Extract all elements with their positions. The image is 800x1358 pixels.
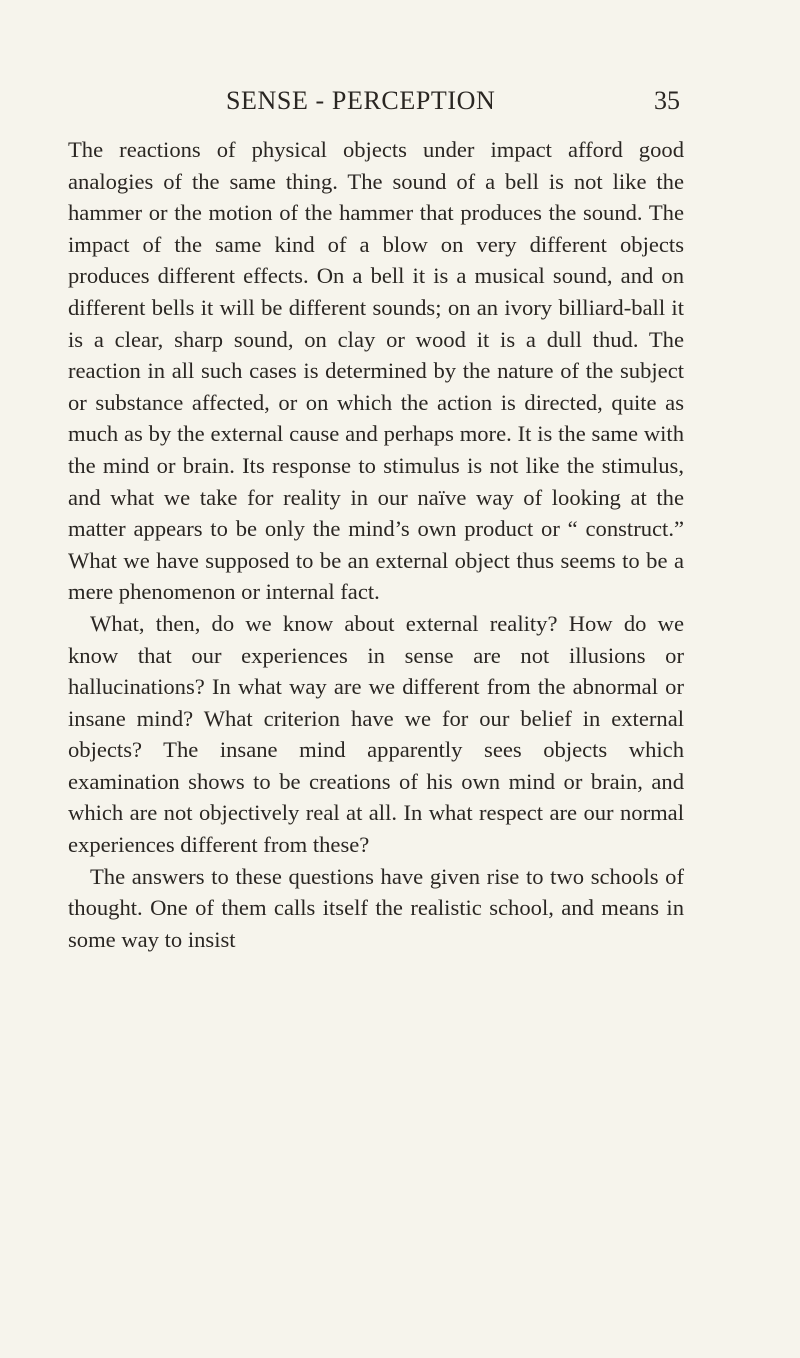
body-text: [68, 134, 684, 955]
running-head: [0, 86, 800, 120]
page-number: 35: [654, 86, 680, 115]
running-title: SENSE - PERCEPTION: [226, 86, 496, 115]
paragraph-2: What, then, do we know about external reality? How do we know that our experiences in sense are not illusions or hallucinations? In what way are we different from the abnormal or insane mind? What criterion have we for our belief in external objects? The insane mind apparently sees objects which examination shows to be creations of his own mind or brain, and which are not objectively real at all. In what respect are our normal experiences different from these?: [68, 610, 684, 858]
paragraph-1: The reactions of physical objects under impact afford good analogies of the same thing. The sound of a bell is not like the hammer or the motion of the hammer that produces the sound. The impact of the same kind of a blow on very different objects produces different effects. On a bell it is a musical sound, and on different bells it will be different sounds; on an ivory billiard-ball it is a clear, sharp sound, on clay or wood it is a dull thud. The reaction in all such cases is determined by the nature of the subject or substance affected, or on which the action is directed, quite as much as by the external cause and perhaps more. It is the same with the mind or brain. Its response to stimulus is not like the stimulus, and what we take for reality in our naïve way of looking at the matter appears to be only the mind’s own product or “ construct.” What we have supposed to be an external object thus seems to be a mere phenomenon or internal fact.: [68, 137, 684, 605]
paragraph-3: The answers to these questions have given rise to two schools of thought. One of them calls itself the realistic school, and means in some way to insist: [68, 863, 684, 952]
